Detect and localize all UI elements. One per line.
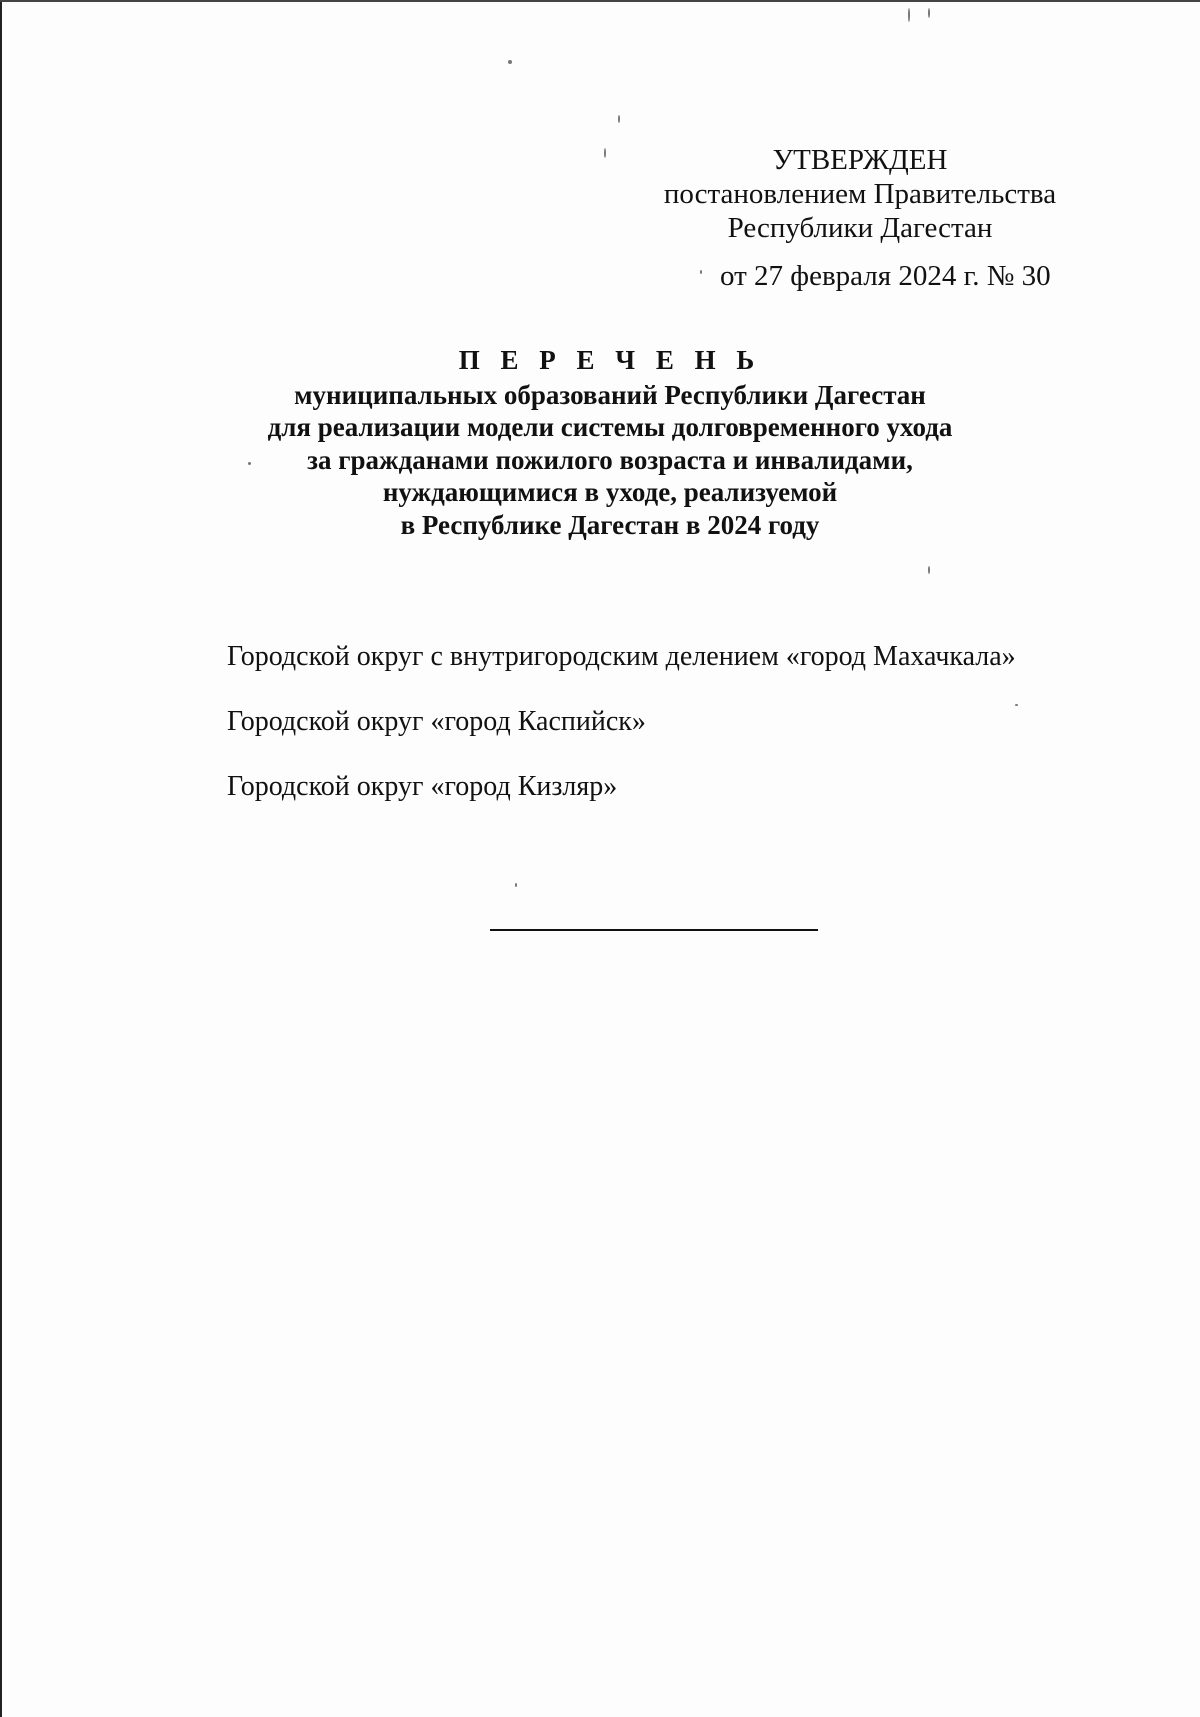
scan-edge-top — [0, 0, 1200, 2]
document-title — [150, 344, 1070, 541]
approval-status: УТВЕРЖДЕН — [772, 144, 948, 176]
list-item: Городской округ «город Каспийск» — [227, 706, 646, 737]
title-line: для реализации модели системы долговременного ухода — [267, 412, 953, 442]
list-item: Городской округ «город Кизляр» — [227, 771, 618, 802]
approval-line-1: постановлением Правительства — [663, 178, 1057, 210]
scan-speck — [604, 148, 606, 158]
approval-date: от 27 февраля 2024 г. № 30 — [720, 260, 1051, 292]
approval-line-2: Республики Дагестан — [727, 212, 993, 244]
end-separator-line — [490, 929, 818, 931]
scan-speck — [508, 60, 512, 64]
scan-edge-left — [0, 0, 2, 1717]
title-line: в Республике Дагестан в 2024 году — [400, 509, 820, 540]
title-line: за гражданами пожилого возраста и инвалидами, — [307, 444, 913, 475]
scan-speck — [515, 883, 517, 887]
title-line: нуждающимися в уходе, реализуемой — [382, 477, 838, 507]
scan-speck — [908, 8, 910, 22]
scan-speck — [618, 115, 620, 123]
scan-speck — [928, 8, 930, 18]
title-line: муниципальных образований Республики Дагестан — [294, 379, 926, 410]
list-item: Городской округ с внутригородским делением «город Махачкала» — [227, 641, 1016, 672]
title-heading: П Е Р Е Ч Е Н Ь — [458, 345, 762, 375]
scan-speck — [928, 566, 930, 574]
approval-stamp-block — [650, 143, 1070, 293]
municipality-list — [227, 640, 1127, 835]
